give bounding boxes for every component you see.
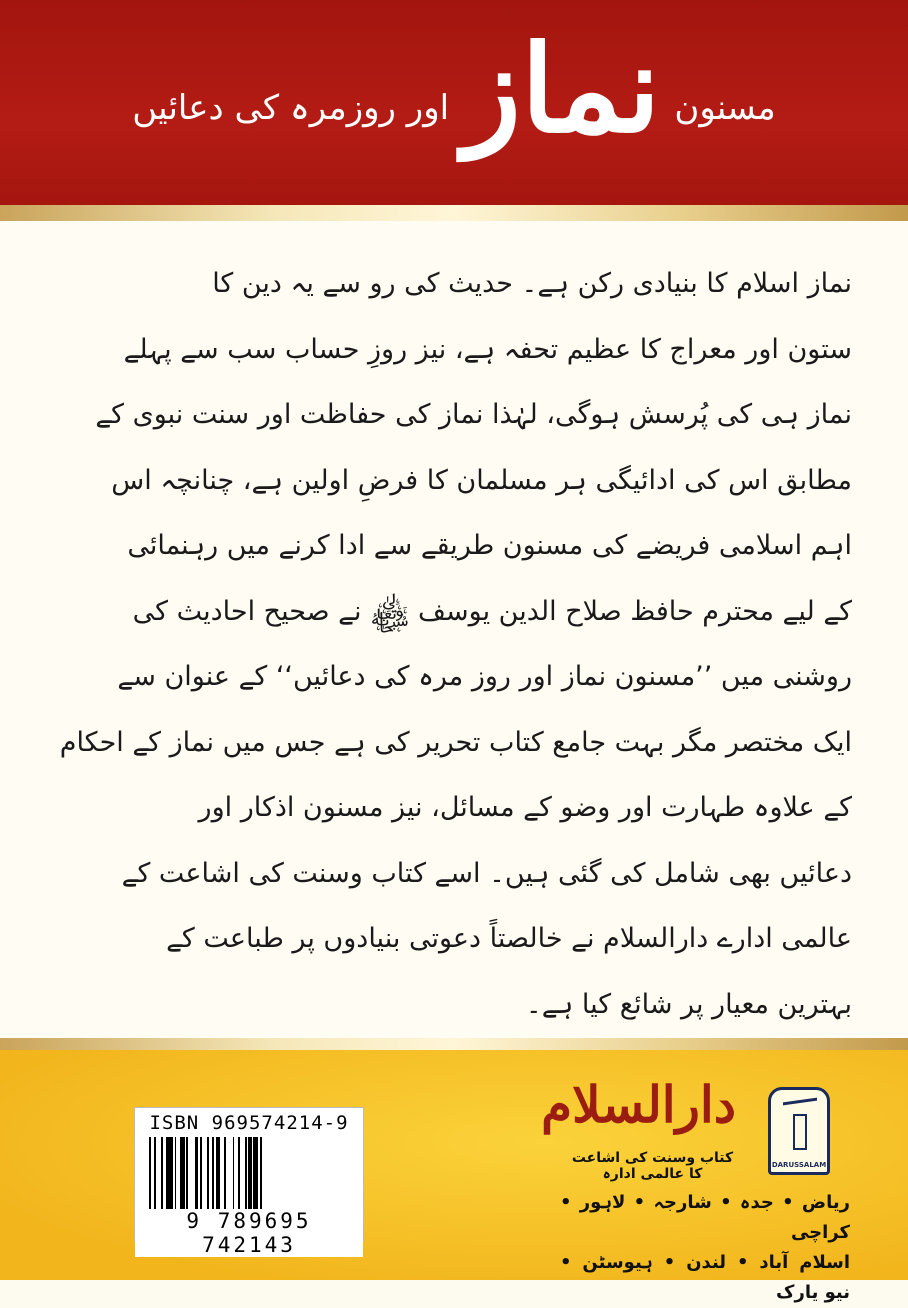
isbn-number: ISBN 969574214-9 <box>149 1112 349 1134</box>
title-main: نماز <box>463 19 661 160</box>
barcode-bars <box>149 1137 353 1215</box>
blurb-line: نماز ہی کی پُرسش ہوگی، لہٰذا نماز کی حفاظت اور سنت نبوی کے <box>95 399 852 430</box>
cover-header <box>0 0 908 205</box>
blurb-line: ستون اور معراج کا عظیم تحفہ ہے، نیز روزِ حساب سب سے پہلے <box>123 333 852 365</box>
gold-divider-top <box>0 205 908 221</box>
cities-line-2: اسلام آباد • لندن • ہیوسٹن • نیو یارک <box>560 1252 850 1303</box>
blurb-text <box>59 251 852 1037</box>
barcode-bar <box>262 1137 266 1215</box>
blurb-line: نماز اسلام کا بنیادی رکن ہے۔ حدیث کی رو سے یہ دین کا <box>212 268 852 299</box>
blurb-line: عالمی ادارے دارالسلام نے خالصتاً دعوتی بنیادوں پر طباعت کے <box>166 923 852 954</box>
blurb-line: دعائیں بھی شامل کی گئی ہیں۔ اسے کتاب وسنت کی اشاعت کے <box>121 857 852 889</box>
blurb-line: ایک مختصر مگر بہت جامع کتاب تحریر کی ہے جس میں نماز کے احکام <box>59 726 852 758</box>
blurb-panel <box>0 221 908 1040</box>
title-suffix: اور روزمرہ کی دعائیں <box>132 88 450 128</box>
blurb-line: اہم اسلامی فریضے کی مسنون طریقے سے ادا کرنے میں رہنمائی <box>127 530 852 561</box>
blurb-line: کے علاوہ طہارت اور وضو کے مسائل، نیز مسنون اذکار اور <box>198 792 852 823</box>
darussalam-logo <box>768 1087 830 1175</box>
barcode-bar <box>226 1137 233 1215</box>
isbn-barcode <box>134 1107 364 1257</box>
blurb-line: کے لیے محترم حافظ صلاح الدین یوسف ﷾ نے صحیح احادیث کی <box>132 595 852 627</box>
barcode-bar <box>188 1137 195 1215</box>
minaret-icon <box>793 1114 807 1150</box>
ean-number: 9 789695 742143 <box>135 1209 363 1257</box>
blurb-line: مطابق اس کی ادائیگی ہر مسلمان کا فرضِ اولین ہے، چنانچہ اس <box>111 464 852 496</box>
cities-line-1: ریاض • جدہ • شارجہ • لاہور • کراچی <box>560 1192 850 1243</box>
blurb-line: بہترین معیار پر شائع کیا ہے۔ <box>525 988 852 1020</box>
title-prefix: مسنون <box>674 88 776 128</box>
book-title <box>0 19 908 160</box>
logo-text: DARUSSALAM <box>771 1161 827 1169</box>
publisher-cities <box>560 1188 850 1308</box>
gold-divider-bottom <box>0 1038 908 1050</box>
blurb-line: روشنی میں ’’مسنون نماز اور روز مرہ کی دعائیں‘‘ کے عنوان سے <box>117 661 852 692</box>
publisher-name: دارالسلام <box>541 1075 736 1134</box>
book-icon <box>783 1098 817 1116</box>
publisher-tagline: کتاب وسنت کی اشاعت کا عالمی ادارہ <box>571 1150 734 1182</box>
